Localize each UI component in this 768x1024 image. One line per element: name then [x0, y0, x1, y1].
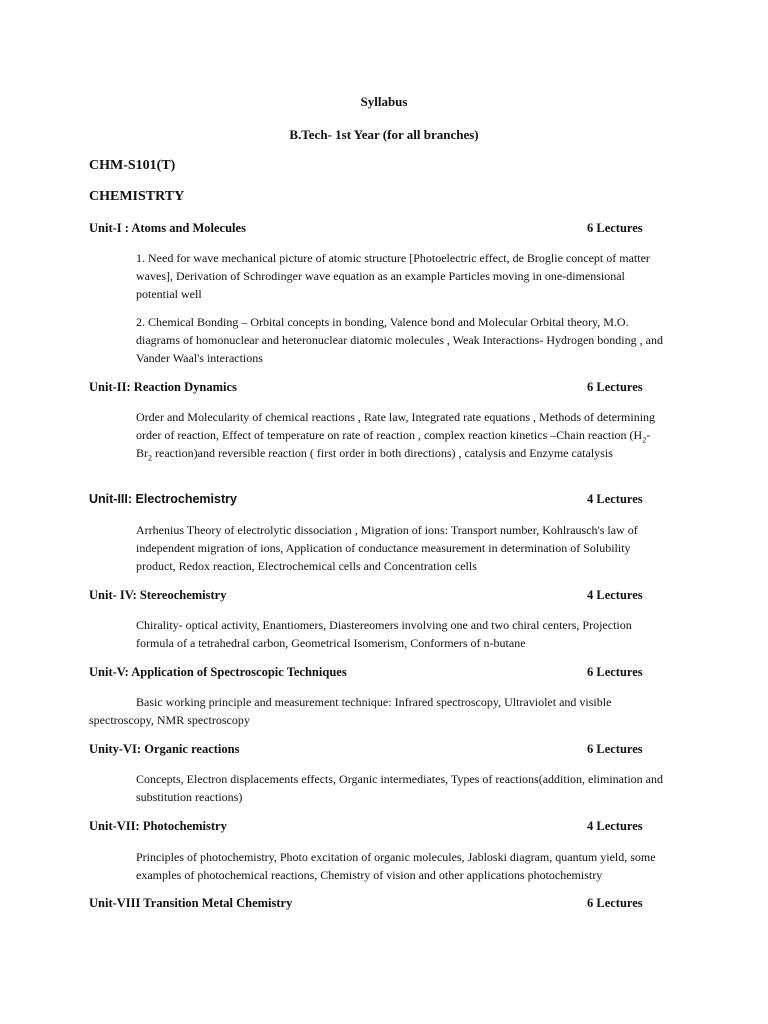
doc-subtitle: B.Tech- 1st Year (for all branches) — [289, 127, 479, 142]
unit-4-paragraph: Chirality- optical activity, Enantiomers, Diastereomers involving one and two chiral centers, Projection formula of a tetrahedral carbon, Geometrical Isomerism, Conformers of n-butane — [136, 618, 632, 650]
unit-title: Unit- IV: Stereochemistry — [89, 588, 227, 602]
course-name: CHEMISTRTY — [89, 189, 185, 204]
unit-lectures: 6 Lectures — [587, 221, 643, 235]
unit-lectures: 6 Lectures — [587, 742, 643, 756]
subscript: 2 — [642, 435, 647, 445]
unit-title: Unit-I : Atoms and Molecules — [89, 221, 246, 235]
text-line: Basic working principle and measurement technique: Infrared spectroscopy, Ultraviolet and visible — [136, 695, 612, 709]
text-segment: -Br — [136, 428, 651, 460]
unit-lectures: 6 Lectures — [587, 896, 643, 910]
unit-header-7 — [89, 819, 644, 837]
subscript: 2 — [148, 453, 152, 463]
text-segment: reaction)and reversible reaction ( first order in both directions) , catalysis and Enzyme catalysis — [152, 446, 613, 460]
unit-header-8 — [89, 896, 644, 914]
unit-1-paragraph-1: 1. Need for wave mechanical picture of atomic structure [Photoelectric effect, de Broglie concept of matter waves], Derivation of Schrodinger wave equation as an example Particles moving in one-dimensional potential well — [136, 251, 650, 301]
unit-title: Unit-III: Electrochemistry — [89, 492, 237, 506]
unit-5-paragraph — [89, 693, 649, 729]
unit-title: Unit-VII: Photochemistry — [89, 819, 227, 833]
unit-lectures: 4 Lectures — [587, 492, 643, 506]
unit-header-4 — [89, 588, 644, 606]
unit-title: Unit-V: Application of Spectroscopic Techniques — [89, 665, 347, 679]
unit-header-5 — [89, 665, 644, 683]
text-line: spectroscopy, NMR spectroscopy — [89, 713, 250, 727]
unit-header-1 — [89, 221, 644, 239]
unit-1-paragraph-2: 2. Chemical Bonding – Orbital concepts in bonding, Valence bond and Molecular Orbital theory, M.O. diagrams of homonuclear and heteronuclear diatomic molecules , Weak Interactions- Hydrogen bonding , and Vander Waal's interactions — [136, 315, 663, 365]
unit-lectures: 4 Lectures — [587, 588, 643, 602]
unit-header-2 — [89, 380, 644, 398]
unit-header-6 — [89, 742, 644, 760]
unit-lectures: 6 Lectures — [587, 380, 643, 394]
unit-lectures: 4 Lectures — [587, 819, 643, 833]
unit-title: Unit-II: Reaction Dynamics — [89, 380, 237, 394]
unit-7-paragraph: Principles of photochemistry, Photo excitation of organic molecules, Jabloski diagram, quantum yield, some examples of photochemical reactions, Chemistry of vision and other applications photochemistry — [136, 850, 656, 882]
unit-3-paragraph: Arrhenius Theory of electrolytic dissociation , Migration of ions: Transport number, Kohlrausch's law of independent migration of ions, Application of conductance measurement in determination of Solubility product, Redox reaction, Electrochemical cells and Concentration cells — [136, 523, 638, 573]
text-segment: Order and Molecularity of chemical reactions , Rate law, Integrated rate equations , Methods of determining order of reaction, Effect of temperature on rate of reaction , complex reaction kinetics –Chain reaction (H — [136, 410, 656, 442]
unit-lectures: 6 Lectures — [587, 665, 643, 679]
unit-6-paragraph: Concepts, Electron displacements effects, Organic intermediates, Types of reactions(addition, elimination and substitution reactions) — [136, 772, 664, 804]
unit-header-3 — [89, 492, 644, 510]
doc-title: Syllabus — [360, 94, 408, 109]
unit-title: Unit-VIII Transition Metal Chemistry — [89, 896, 293, 910]
unit-2-paragraph — [136, 408, 666, 462]
course-code: CHM-S101(T) — [89, 158, 176, 173]
unit-title: Unity-VI: Organic reactions — [89, 742, 240, 756]
